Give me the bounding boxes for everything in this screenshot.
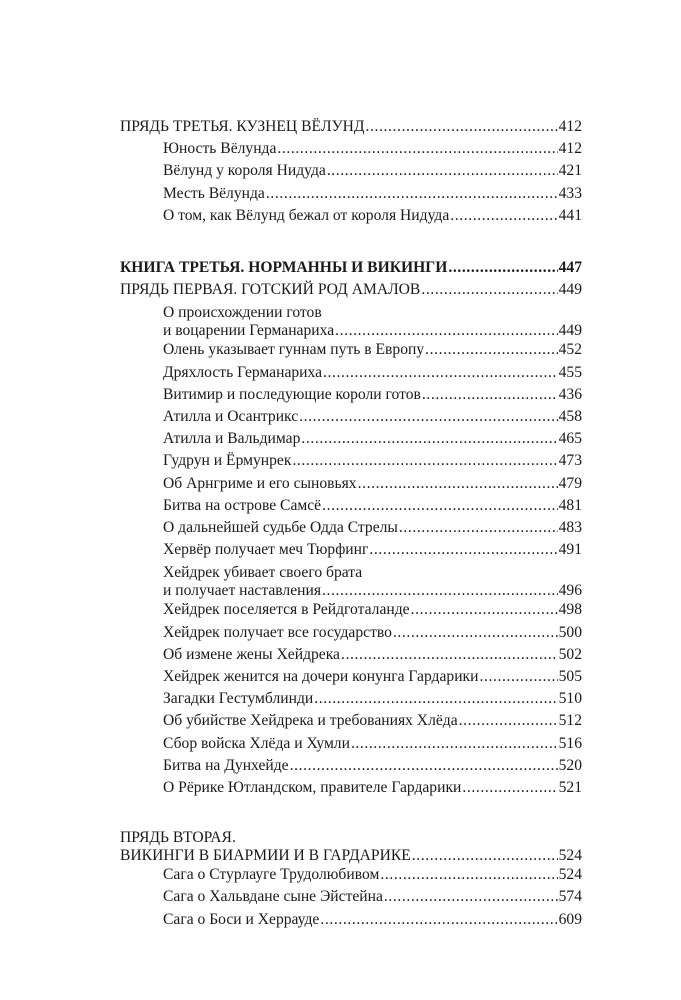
toc-entry[interactable] [120,864,582,886]
dot-leader [422,384,558,406]
toc-page-number: 505 [558,668,582,686]
toc-entry-title-line2: и воцарении Германариха [163,321,335,339]
toc-entry[interactable] [120,406,582,428]
toc-heading-row[interactable] [120,847,582,865]
toc-entry[interactable] [120,362,582,384]
toc-page-number: 449 [558,321,582,339]
toc-entry-title: Об Арнгриме и его сыновьях [163,474,357,492]
dot-leader [341,644,558,666]
toc-entry[interactable] [120,909,582,931]
dot-leader [322,582,558,600]
toc-page-number: 479 [558,474,582,492]
toc-page-number: 521 [558,779,582,797]
table-of-contents [120,116,582,931]
toc-page-number: 465 [558,430,582,448]
toc-entry-title: Месть Вёлунда [163,184,265,202]
dot-leader [412,847,558,865]
toc-page-number: 436 [558,385,582,403]
toc-page-number: 500 [558,623,582,641]
toc-entry-multiline[interactable] [120,304,582,339]
toc-entry[interactable] [120,710,582,732]
toc-entry[interactable] [120,339,582,361]
toc-page-number: 498 [558,601,582,619]
toc-entry-title: Сага о Боси и Херрауде [163,910,320,928]
dot-leader [384,886,558,908]
toc-entry[interactable] [120,428,582,450]
toc-entry-title: Сага о Стурлауге Трудолюбивом [163,866,380,884]
toc-entry-title: Атилла и Осантрикс [163,408,299,426]
toc-entry-title-line1: Хейдрек убивает своего брата [163,564,363,582]
toc-page-number: 473 [558,452,582,470]
toc-entry-title: Битва на Дунхейде [163,756,289,774]
dot-leader [301,428,557,450]
dot-leader [425,339,557,361]
toc-entry-title-line2: и получает наставления [163,581,321,599]
toc-entry-title: Об убийстве Хейдрека и требованиях Хлёда [163,712,458,730]
toc-page-number: 574 [558,888,582,906]
dot-leader [450,205,557,227]
toc-entry[interactable] [120,599,582,621]
dot-leader [358,473,558,495]
toc-entry-title: Хейдрек женится на дочери конунга Гардарики [163,668,479,686]
toc-page-number: 524 [558,846,582,864]
toc-entry-multiline[interactable] [120,564,582,599]
toc-heading-title: ПРЯДЬ ТРЕТЬЯ. КУЗНЕЦ ВЁЛУНД [120,118,365,135]
section-spacer [120,227,582,257]
toc-entry[interactable] [120,666,582,688]
toc-entry[interactable] [120,755,582,777]
toc-entry-title: Сага о Хальвдане сыне Эйстейна [163,888,383,906]
toc-heading-row[interactable] [120,279,582,301]
toc-page-number: 447 [558,259,582,277]
toc-entry-title: Об измене жены Хейдрека [163,645,340,663]
dot-leader [266,183,558,205]
toc-entry[interactable] [120,622,582,644]
toc-entry[interactable] [120,688,582,710]
toc-page-number: 421 [558,162,582,180]
toc-entry[interactable] [120,450,582,472]
dot-leader [290,755,558,777]
toc-entry[interactable] [120,517,582,539]
toc-entry[interactable] [120,644,582,666]
toc-entry-title: Атилла и Вальдимар [163,430,301,448]
dot-leader [320,909,557,931]
toc-entry-title: Хервёр получает меч Тюрфинг [163,541,369,559]
toc-entry[interactable] [120,733,582,755]
dot-leader [459,710,558,732]
toc-entry[interactable] [120,384,582,406]
toc-page-number: 516 [558,734,582,752]
toc-page-number: 458 [558,408,582,426]
toc-entry-title: Витимир и последующие короли готов [163,385,421,403]
dot-leader [277,138,557,160]
dot-leader [299,406,557,428]
toc-entry-title: Битва на острове Самсё [163,496,322,514]
toc-entry-title: Хейдрек получает все государство [163,623,392,641]
toc-entry[interactable] [120,495,582,517]
dot-leader [323,362,558,384]
dot-leader [366,116,558,138]
dot-leader [393,622,558,644]
toc-page-number: 455 [558,363,582,381]
dot-leader [479,666,557,688]
dot-leader [327,160,558,182]
toc-page-number: 449 [558,281,582,299]
toc-page-number: 609 [558,910,582,928]
toc-entry[interactable] [120,205,582,227]
toc-page-number: 502 [558,645,582,663]
toc-entry[interactable] [120,160,582,182]
toc-entry-title: О том, как Вёлунд бежал от короля Нидуда [163,206,450,224]
toc-heading-title: ВИКИНГИ В БИАРМИИ И В ГАРДАРИКЕ [120,846,411,864]
toc-entry-title: Вёлунд у короля Нидуда [163,162,326,180]
toc-book-heading-row[interactable] [120,257,582,279]
dot-leader [421,279,557,301]
toc-entry-title: Хейдрек поселяется в Рейдготаланде [163,601,410,619]
toc-page-number: 452 [558,341,582,359]
toc-page-number: 441 [558,206,582,224]
toc-entry-title: Дряхлость Германариха [163,363,323,381]
toc-entry-title: О Рёрике Ютландском, правителе Гардарики [163,779,462,797]
dot-leader [314,688,557,710]
toc-entry-title: Юность Вёлунда [163,140,277,158]
toc-page-number: 483 [558,519,582,537]
toc-heading-row[interactable] [120,116,582,138]
dot-leader [351,733,558,755]
dot-leader [292,450,557,472]
toc-page-number: 481 [558,496,582,514]
toc-heading-title: ПРЯДЬ ПЕРВАЯ. ГОТСКИЙ РОД АМАЛОВ [120,281,421,299]
dot-leader [335,322,557,340]
toc-entry[interactable] [120,183,582,205]
toc-entry[interactable] [120,539,582,561]
toc-page-number: 412 [558,140,582,158]
dot-leader [448,257,557,279]
toc-entry-title-line1: О происхождении готов [163,304,322,322]
section-spacer [120,799,582,829]
toc-entry[interactable] [120,473,582,495]
toc-entry-title: Загадки Гестумблинди [163,690,314,708]
toc-page-number: 520 [558,756,582,774]
toc-heading-line1: ПРЯДЬ ВТОРАЯ. [120,829,236,847]
toc-page-number: 496 [558,581,582,599]
toc-page-number: 491 [558,541,582,559]
toc-page-number: 510 [558,690,582,708]
dot-leader [369,539,557,561]
toc-book-title: КНИГА ТРЕТЬЯ. НОРМАННЫ И ВИКИНГИ [120,259,448,277]
dot-leader [411,599,558,621]
toc-entry-title: О дальнейшей судьбе Одда Стрелы [163,519,398,537]
toc-entry-title: Сбор войска Хлёда и Хумли [163,734,350,752]
toc-page-number: 412 [558,118,582,135]
toc-page-number: 512 [558,712,582,730]
toc-entry[interactable] [120,886,582,908]
dot-leader [322,495,558,517]
dot-leader [462,777,557,799]
toc-page-number: 524 [558,866,582,884]
toc-entry[interactable] [120,777,582,799]
toc-page-number: 433 [558,184,582,202]
dot-leader [380,864,557,886]
toc-entry-title: Гудрун и Ёрмунрек [163,452,292,470]
toc-entry[interactable] [120,138,582,160]
toc-entry-title: Олень указывает гуннам путь в Европу [163,341,425,359]
dot-leader [399,517,558,539]
